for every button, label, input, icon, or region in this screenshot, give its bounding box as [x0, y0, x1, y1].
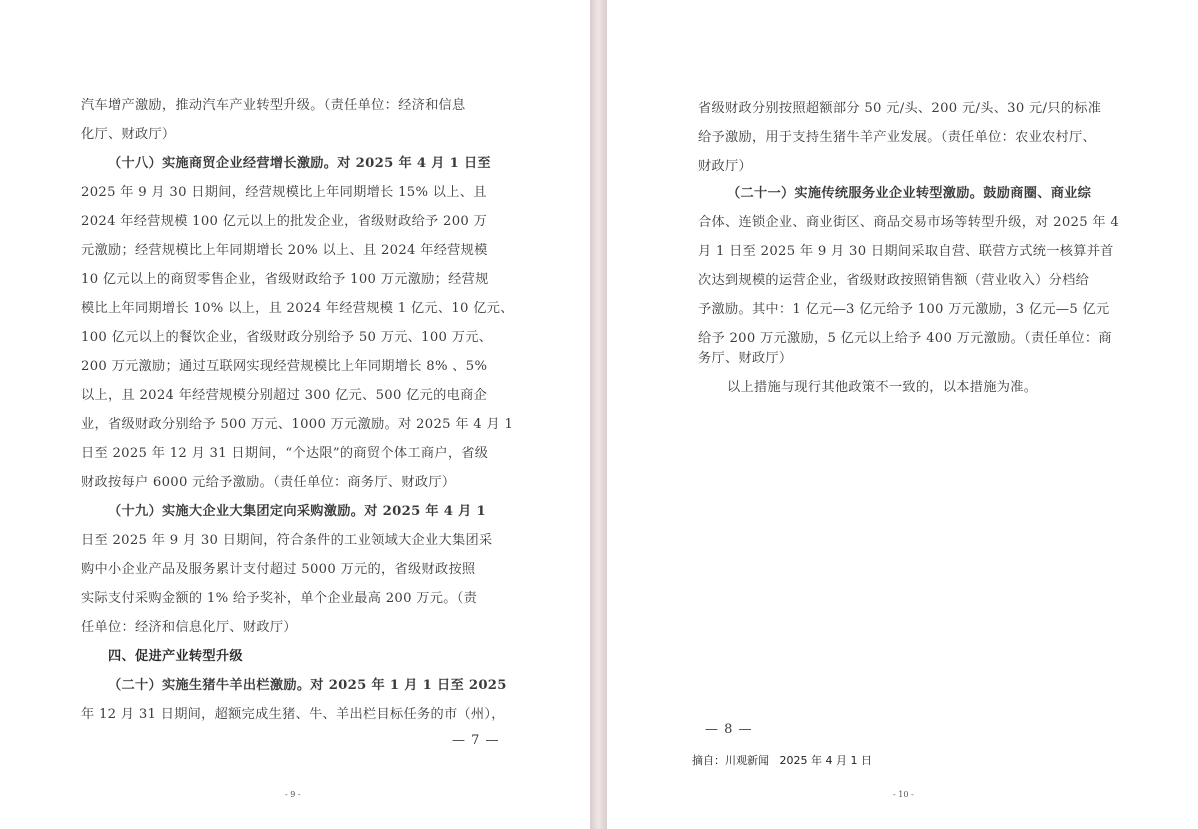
left-text-line: 业，省级财政分别给予 500 万元、1000 万元激励。对 2025 年 4 月 1: [81, 417, 514, 432]
printed-page-number: — 7 —: [452, 733, 500, 748]
viewer-page-number: - 10 -: [893, 790, 914, 799]
right-text-line: 给予激励，用于支持生猪牛羊产业发展。（责任单位：农业农村厅、: [698, 130, 1097, 145]
right-text-line: 次达到规模的运营企业，省级财政按照销售额（营业收入）分档给: [698, 273, 1090, 288]
left-text-line: 日至 2025 年 12 月 31 日期间，“个达限”的商贸个体工商户，省级: [81, 446, 489, 461]
left-text-line: （十八）实施商贸企业经营增长激励。对 2025 年 4 月 1 日至: [108, 156, 491, 171]
right-text-line: 以上措施与现行其他政策不一致的，以本措施为准。: [727, 380, 1038, 395]
section-heading: 四、促进产业转型升级: [108, 649, 243, 664]
right-text-line: 财政厅）: [698, 159, 752, 174]
right-text-line: 予激励。其中：1 亿元—3 亿元给予 100 万元激励，3 亿元—5 亿元: [698, 302, 1110, 317]
document-page-left: [0, 0, 590, 829]
left-text-line: 实际支付采购金额的 1% 给予奖补，单个企业最高 200 万元。（责: [81, 591, 478, 606]
right-text-line: 省级财政分别按照超额部分 50 元/头、200 元/头、30 元/只的标准: [698, 101, 1102, 116]
left-text-line: 购中小企业产品及服务累计支付超过 5000 万元的，省级财政按照: [81, 562, 476, 577]
left-text-line: 元激励；经营规模比上年同期增长 20% 以上、且 2024 年经营规模: [81, 243, 488, 258]
left-text-line: 财政按每户 6000 元给予激励。（责任单位：商务厅、财政厅）: [81, 475, 456, 490]
right-text-line: 月 1 日至 2025 年 9 月 30 日期间采取自营、联营方式统一核算并首: [698, 244, 1114, 259]
left-text-line: 200 万元激励；通过互联网实现经营规模比上年同期增长 8% 、5%: [81, 359, 488, 374]
right-text-line: 务厅、财政厅）: [698, 351, 793, 366]
left-text-line: 汽车增产激励，推动汽车产业转型升级。（责任单位：经济和信息: [81, 98, 466, 113]
viewer-page-number: - 9 -: [285, 790, 301, 799]
left-text-line: 化厅、财政厅）: [81, 127, 176, 142]
left-text-line: 年 12 月 31 日期间，超额完成生猪、牛、羊出栏目标任务的市（州），: [81, 707, 505, 722]
left-text-line: 10 亿元以上的商贸零售企业，省级财政给予 100 万元激励；经营规: [81, 272, 489, 287]
document-page-right: [607, 0, 1198, 829]
left-text-line: （二十）实施生猪牛羊出栏激励。对 2025 年 1 月 1 日至 2025: [108, 678, 507, 693]
left-text-line: 以上，且 2024 年经营规模分别超过 300 亿元、500 亿元的电商企: [81, 388, 488, 403]
source-note: 摘自：川观新闻 2025 年 4 月 1 日: [692, 754, 872, 767]
left-text-line: 100 亿元以上的餐饮企业，省级财政分别给予 50 万元、100 万元、: [81, 330, 493, 345]
left-text-line: 模比上年同期增长 10% 以上，且 2024 年经营规模 1 亿元、10 亿元、: [81, 301, 514, 316]
page-gutter: [590, 0, 607, 829]
right-text-line: 给予 200 万元激励，5 亿元以上给予 400 万元激励。（责任单位：商: [698, 331, 1112, 346]
right-text-line: （二十一）实施传统服务业企业转型激励。鼓励商圈、商业综: [727, 186, 1092, 201]
left-text-line: 任单位：经济和信息化厅、财政厅）: [81, 620, 297, 635]
left-text-line: 2025 年 9 月 30 日期间，经营规模比上年同期增长 15% 以上、且: [81, 185, 487, 200]
right-text-line: 合体、连锁企业、商业街区、商品交易市场等转型升级，对 2025 年 4: [698, 215, 1120, 230]
printed-page-number: — 8 —: [705, 722, 753, 737]
left-text-line: 日至 2025 年 9 月 30 日期间，符合条件的工业领域大企业大集团采: [81, 533, 493, 548]
left-text-line: 2024 年经营规模 100 亿元以上的批发企业，省级财政给予 200 万: [81, 214, 488, 229]
left-text-line: （十九）实施大企业大集团定向采购激励。对 2025 年 4 月 1: [108, 504, 487, 519]
